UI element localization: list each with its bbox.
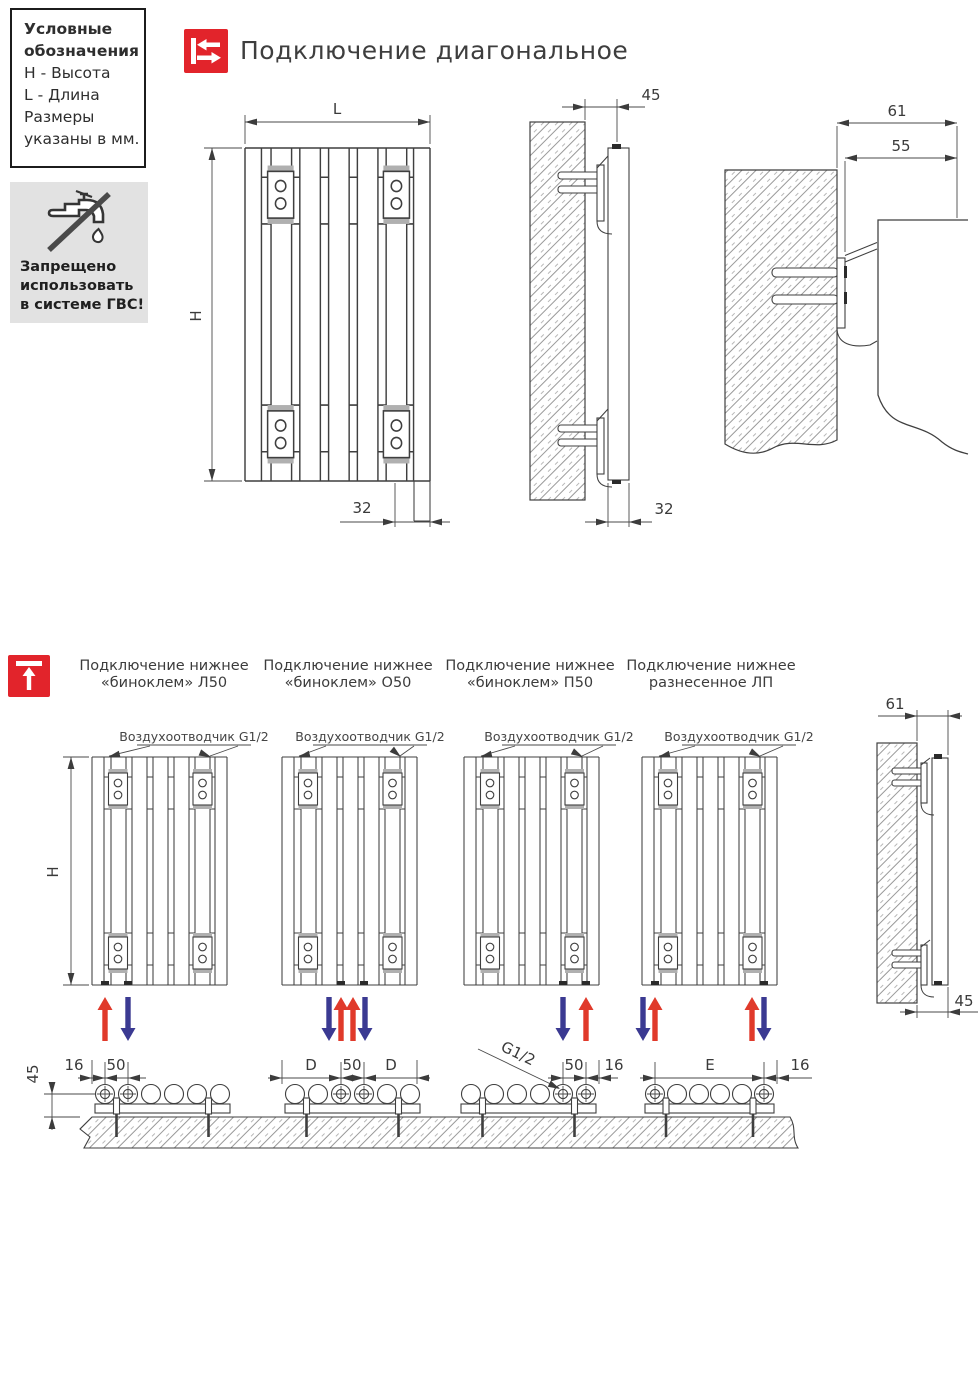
- bottom-side-view: [877, 695, 978, 1018]
- warning-line1: Запрещено: [20, 259, 117, 275]
- dim-55-label: 55: [891, 137, 911, 155]
- return-arrow: [358, 997, 373, 1041]
- dim-61-bottom-label: 61: [885, 695, 905, 713]
- thread-G12-label: G1/2: [498, 1037, 539, 1070]
- air-vent-label-1: Воздухоотводчик G1/2: [119, 729, 269, 744]
- dim-61-label: 61: [887, 102, 907, 120]
- supply-arrow: [579, 997, 594, 1041]
- dim-D-left-label: D: [305, 1056, 317, 1074]
- air-vent-label-2: Воздухоотводчик G1/2: [295, 729, 445, 744]
- legend-note-line1: Размеры: [24, 108, 95, 126]
- diagram4-title-line1: Подключение нижнее: [626, 658, 796, 674]
- supply-arrow: [745, 997, 760, 1041]
- return-arrow: [121, 997, 136, 1041]
- air-vent-labels: [107, 729, 814, 760]
- wall-section: [725, 170, 837, 453]
- dim-50-d1-label: 50: [106, 1056, 126, 1074]
- warning-line2: использовать: [20, 278, 134, 294]
- bottom-dimensions: [24, 1038, 812, 1130]
- dim-H-bottom-label: H: [44, 866, 62, 878]
- return-arrow: [322, 997, 337, 1041]
- dim-32-side-label: 32: [654, 500, 674, 518]
- dim-D-right-label: D: [385, 1056, 397, 1074]
- legend-title-line2: обозначения: [24, 42, 139, 60]
- diagram4-title-line2: разнесенное ЛП: [648, 675, 774, 691]
- diagram2-title-line1: Подключение нижнее: [263, 658, 433, 674]
- return-arrow: [757, 997, 772, 1041]
- dim-16-d4-label: 16: [790, 1056, 810, 1074]
- floor-strip: [80, 1117, 798, 1148]
- legend-item-length: L - Длина: [24, 86, 100, 104]
- supply-arrow: [346, 997, 361, 1041]
- legend-item-height: H - Высота: [24, 64, 111, 82]
- dim-45-bottom-label: 45: [954, 992, 974, 1010]
- dim-16-d3-label: 16: [604, 1056, 624, 1074]
- warning-line3: в системе ГВС!: [20, 297, 145, 313]
- dim-50-d2-label: 50: [342, 1056, 362, 1074]
- bottom-H-dim: [44, 757, 89, 985]
- side-view-drawing: [530, 86, 674, 527]
- supply-arrow: [334, 997, 349, 1041]
- air-vent-label-4: Воздухоотводчик G1/2: [664, 729, 814, 744]
- front-view-drawing: [187, 100, 450, 527]
- return-arrow: [636, 997, 651, 1041]
- supply-arrow: [98, 997, 113, 1041]
- diagram2-title-line2: «биноклем» О50: [284, 675, 412, 691]
- diagram1-title-line2: «биноклем» Л50: [100, 675, 228, 691]
- bottom-radiators: [92, 757, 777, 985]
- floor-section: [80, 1117, 798, 1148]
- diagram3-title-line1: Подключение нижнее: [445, 658, 615, 674]
- bracket-detail-drawing: [725, 102, 968, 454]
- air-vent-label-3: Воздухоотводчик G1/2: [484, 729, 634, 744]
- dim-45-floor-label: 45: [24, 1064, 42, 1084]
- dim-L-label: L: [332, 100, 342, 118]
- dim-16-d1-label: 16: [64, 1056, 84, 1074]
- section-top-title: Подключение диагональное: [240, 36, 629, 65]
- dim-H-label: H: [187, 310, 205, 322]
- legend-note-line2: указаны в мм.: [24, 130, 140, 148]
- diagram1-title-line1: Подключение нижнее: [79, 658, 249, 674]
- dim-E-label: E: [705, 1056, 715, 1074]
- flow-arrows: [98, 997, 772, 1041]
- return-arrow: [556, 997, 571, 1041]
- legend-title-line1: Условные: [24, 20, 113, 38]
- diagram3-title-line2: «биноклем» П50: [466, 675, 594, 691]
- supply-arrow: [648, 997, 663, 1041]
- dim-32-front-label: 32: [352, 499, 372, 517]
- dim-45-side-label: 45: [641, 86, 661, 104]
- dim-50-d3-label: 50: [564, 1056, 584, 1074]
